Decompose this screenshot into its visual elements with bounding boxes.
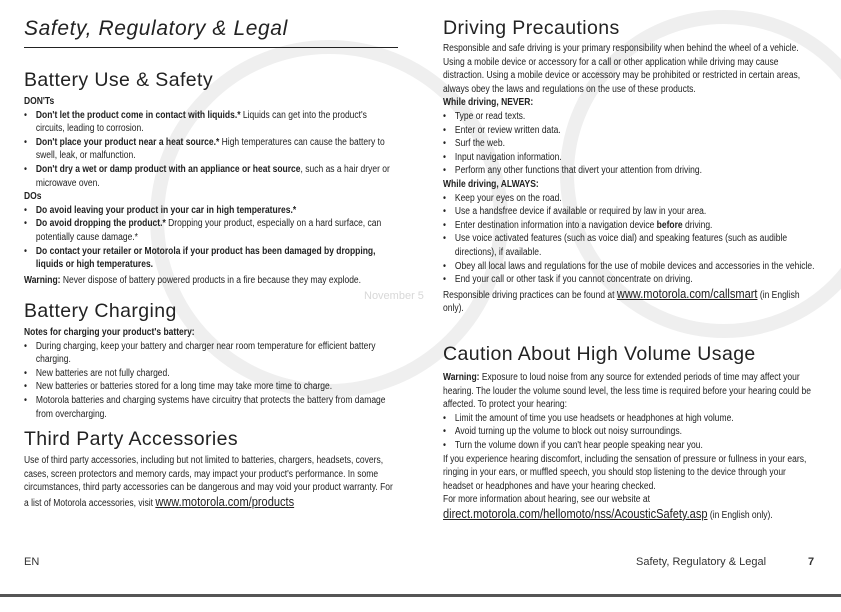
never-item: • Perform any other functions that divert your attention from driving. (443, 164, 817, 178)
do-item: • Do avoid leaving your product in your car in high temperatures.* (24, 204, 398, 218)
charging-item: • New batteries or batteries stored for a long time may take more time to charge. (24, 380, 398, 394)
always-item: • Obey all local laws and regulations for the use of mobile devices and accessories in the vehicle. (443, 260, 817, 274)
footer-lang: EN (24, 556, 40, 568)
donts-label: DON'Ts (24, 96, 55, 107)
always-item: • Keep your eyes on the road. (443, 192, 817, 206)
volume-item: • Turn the volume down if you can't hear people speaking near you. (443, 439, 817, 453)
accessories-body (24, 454, 398, 510)
driving-practices: Responsible driving practices can be found at www.motorola.com/callsmart (in English only). (443, 285, 800, 315)
never-item: • Enter or review written data. (443, 124, 817, 138)
heading-accessories: Third Party Accessories (24, 428, 239, 450)
title-rule (24, 47, 398, 48)
products-link[interactable]: www.motorola.com/products (155, 493, 295, 509)
watermark-date: November 5 (364, 290, 424, 302)
heading-volume: Caution About High Volume Usage (443, 343, 756, 365)
always-item: • End your call or other task if you cannot concentrate on driving. (443, 273, 817, 287)
volume-warning: Warning: Exposure to loud noise from any source for extended periods of time may affect your hearing. The louder the volume sound level, the less time is required before your hearing could be affected. To protect your hearing: (443, 372, 811, 411)
volume-discomfort: If you experience hearing discomfort, including the sensation of pressure or fullness in your ears, ringing in your ears, or muffled speech, you should stop listening to the device through your headset or headphones and have your hearing checked. (443, 453, 807, 492)
footer-section: Safety, Regulatory & Legal (636, 556, 767, 568)
battery-use-body (24, 95, 398, 287)
volume-item: • Avoid turning up the volume to block out noisy surroundings. (443, 425, 817, 439)
heading-battery-charging: Battery Charging (24, 300, 177, 322)
driving-body (443, 42, 817, 316)
charging-item: • Motorola batteries and charging systems have circuitry that protects the battery from damage from overcharging. (24, 394, 398, 421)
charging-item: • During charging, keep your battery and charger near room temperature for efficient battery charging. (24, 340, 398, 367)
volume-item: • Limit the amount of time you use headsets or headphones at high volume. (443, 412, 817, 426)
never-item: • Input navigation information. (443, 151, 817, 165)
page-title: Safety, Regulatory & Legal (24, 17, 288, 40)
dos-label: DOs (24, 191, 42, 203)
always-item: • Use voice activated features (such as voice dial) and speaking features (such as audible directions), if available. (443, 232, 817, 259)
never-item: • Surf the web. (443, 137, 817, 151)
acoustic-safety-link[interactable]: direct.motorola.com/hellomoto/nss/AcousticSafety.asp (443, 505, 708, 521)
always-item: • Enter destination information into a navigation device before driving. (443, 219, 817, 233)
acoustic-safety-line: direct.motorola.com/hellomoto/nss/AcousticSafety.asp (in English only). (443, 505, 773, 521)
dont-item: • Don't place your product near a heat source.* High temperatures can cause the battery to swell, leak, or malfunction. (24, 136, 398, 163)
never-label: While driving, NEVER: (443, 97, 534, 109)
callsmart-link[interactable]: www.motorola.com/callsmart (616, 285, 758, 301)
dont-item: • Don't let the product come in contact with liquids.* Liquids can get into the product's circuits, leading to corrosion. (24, 109, 398, 136)
volume-body (443, 371, 817, 523)
volume-more-info: For more information about hearing, see our website at (443, 494, 650, 506)
driving-intro: Responsible and safe driving is your primary responsibility when behind the wheel of a vehicle. Using a mobile device or accessory for a call or other application while driving may cause distraction. Using a mobile device or accessory may be prohibited or restricted in certain areas, always obey the laws and regulations on the use of these products. (443, 43, 801, 95)
battery-warning: Warning: Never dispose of battery powered products in a fire because they may explode. (24, 274, 362, 286)
never-item: • Type or read texts. (443, 110, 817, 124)
heading-battery-use: Battery Use & Safety (24, 69, 213, 91)
heading-driving: Driving Precautions (443, 17, 620, 39)
footer-page-number: 7 (808, 556, 815, 568)
always-item: • Use a handsfree device if available or required by law in your area. (443, 205, 817, 219)
dont-item: • Don't dry a wet or damp product with an appliance or heat source, such as a hair dryer or microwave oven. (24, 163, 398, 190)
do-item: • Do avoid dropping the product.* Dropping your product, especially on a hard surface, can potentially cause damage.* (24, 217, 398, 244)
accessories-text: Use of third party accessories, including but not limited to batteries, chargers, headsets, covers, cases, screen protectors and memory cards, may impact your product's performance. In some circumstances, third party accessories can be dangerous and may void your product warranty. For a list of Motorola accessories, visit (24, 455, 393, 509)
do-item: • Do contact your retailer or Motorola if your product has been damaged by dropping, liquids or high temperatures. (24, 245, 398, 272)
always-label: While driving, ALWAYS: (443, 178, 539, 190)
charging-notes-label: Notes for charging your product's battery: (24, 327, 195, 338)
charging-item: • New batteries are not fully charged. (24, 367, 398, 381)
battery-charging-body (24, 326, 398, 421)
